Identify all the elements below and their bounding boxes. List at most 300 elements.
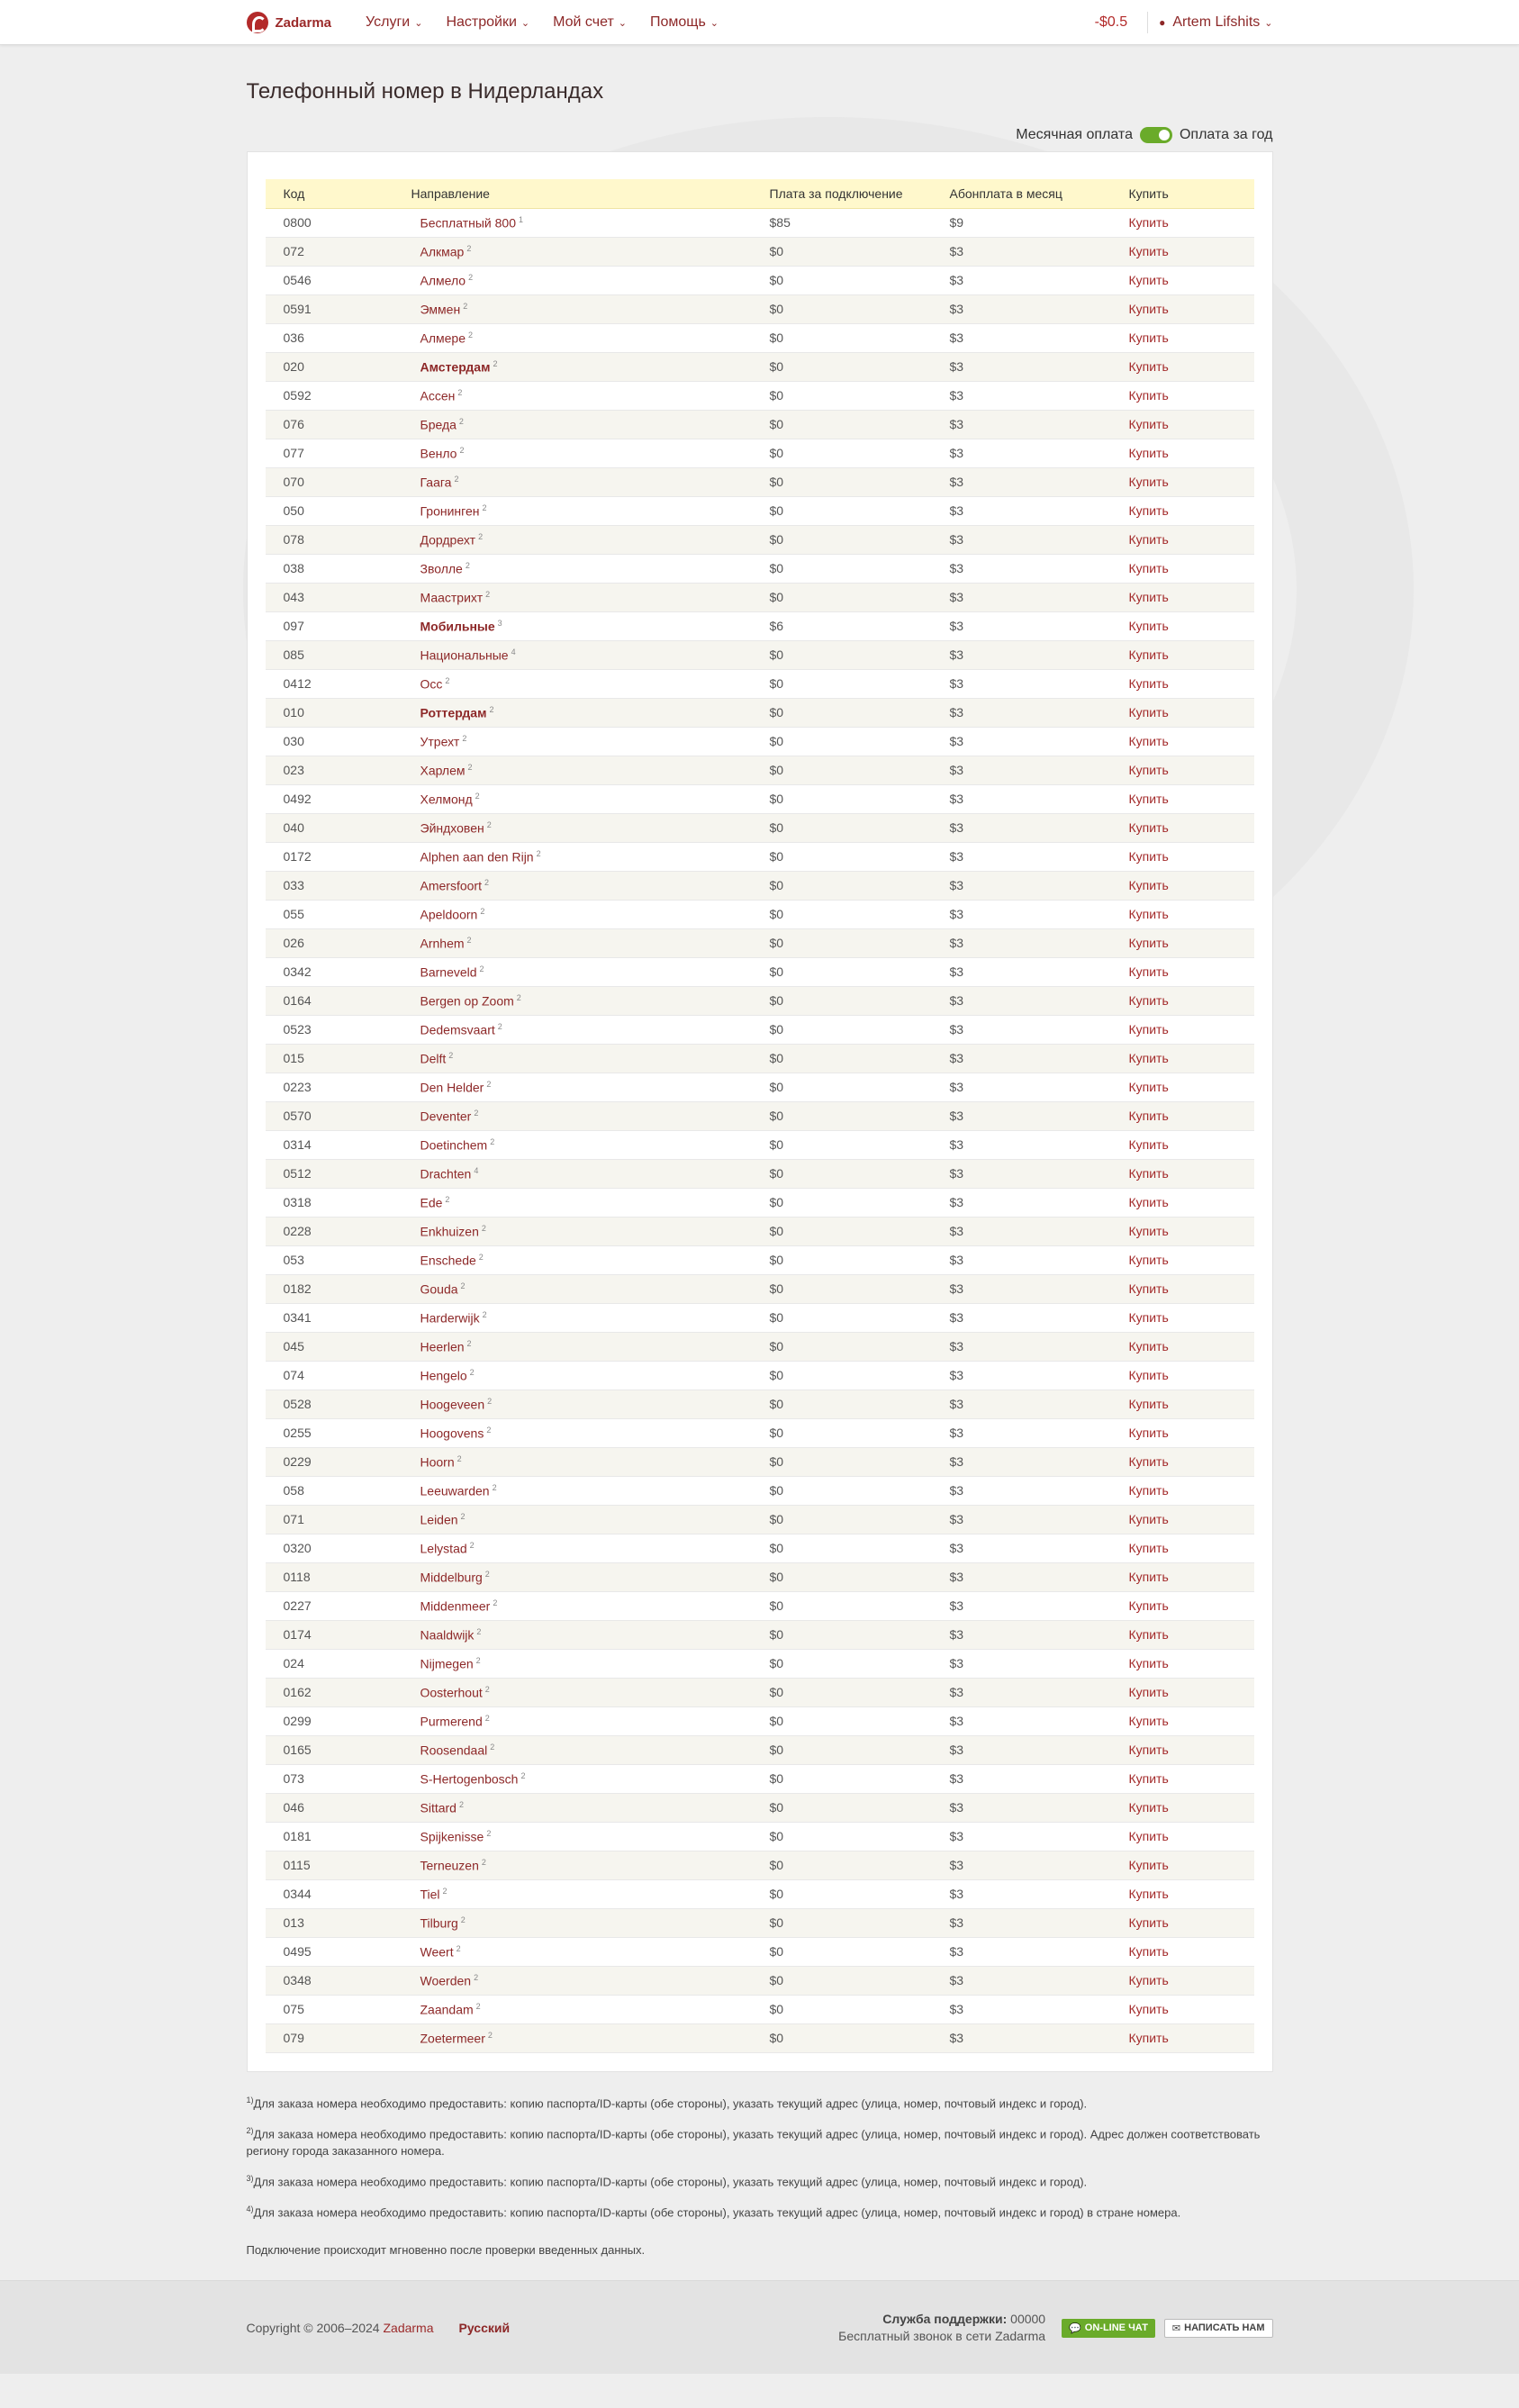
cell-monthly-fee: $3 [949,1253,964,1267]
footnote: $^{2)}$Для заказа номера необходимо предоставить: копию паспорта/ID-карты (обе стороны), указать текущий адрес (улица, номер, почтовый индекс и город). Адрес должен соответствовать региону города заказанного номера. [246,2125,1261,2159]
nav-item-help[interactable] [650,14,719,31]
cell-monthly-fee: $3 [949,1858,964,1872]
direction-link[interactable]: Харлем [420,763,466,778]
buy-link[interactable]: Купить [1128,244,1169,258]
cell-direction [402,1101,770,1130]
direction-link[interactable]: Zaandam [420,2002,474,2017]
cell-code: 030 [283,734,304,748]
buy-link[interactable]: Купить [1128,1570,1169,1584]
buy-link[interactable]: Купить [1128,964,1169,979]
buy-link[interactable]: Купить [1128,993,1169,1008]
cell-buy [1129,266,1254,294]
cell-setup-fee: $0 [769,763,784,777]
direction-link[interactable]: Barneveld [420,964,477,980]
cell-setup-fee: $0 [769,936,784,950]
footnote-ref: 2 [484,1684,490,1694]
table-row [266,1159,1254,1188]
direction-link[interactable]: Маастрихт [420,590,484,605]
direction-link[interactable]: Oosterhout [420,1685,483,1700]
buy-link[interactable]: Купить [1128,590,1169,604]
buy-link[interactable]: Купить [1128,820,1169,835]
cell-monthly-fee: $3 [949,590,964,604]
footnote-ref: 2 [490,1136,495,1146]
direction-link[interactable]: Эйндховен [420,820,484,836]
footnote-ref: 2 [478,1252,484,1262]
cell-setup-fee: $0 [769,907,784,921]
cell-setup-fee: $0 [769,503,784,518]
write-us-button[interactable]: ✉ НАПИСАТЬ НАМ [1164,2319,1273,2338]
cell-code: 0318 [283,1195,312,1209]
cell-monthly-fee: $3 [949,1656,964,1670]
cell-buy [1129,1706,1254,1735]
cell-setup-fee: $0 [769,417,784,431]
cell-code: 0228 [283,1224,312,1238]
cell-setup-fee: $0 [769,993,784,1008]
table-row [266,871,1254,900]
cell-buy [1129,1620,1254,1649]
cell-code: 010 [283,705,304,720]
cell-code: 0320 [283,1541,312,1555]
buy-link[interactable]: Купить [1128,1426,1169,1440]
direction-link[interactable]: Hoogovens [420,1426,484,1441]
buy-link[interactable]: Купить [1128,561,1169,575]
buy-link[interactable]: Купить [1128,878,1169,892]
table-row [266,583,1254,611]
cell-direction [402,1591,770,1620]
direction-link[interactable]: Nijmegen [420,1656,474,1671]
cell-direction [402,1303,770,1332]
cell-buy [1129,1879,1254,1908]
cell-setup-fee: $0 [769,1915,784,1930]
direction-link[interactable]: Осс [420,676,443,692]
direction-link[interactable]: Purmerend [420,1714,483,1729]
cell-buy [1129,1159,1254,1188]
buy-link[interactable]: Купить [1128,1454,1169,1469]
buy-link[interactable]: Купить [1128,1253,1169,1267]
buy-link[interactable]: Купить [1128,302,1169,316]
buy-link[interactable]: Купить [1128,619,1169,633]
direction-link[interactable]: Enkhuizen [420,1224,479,1239]
direction-link[interactable]: Spijkenisse [420,1829,484,1844]
buy-link[interactable]: Купить [1128,763,1169,777]
cell-buy [1129,1735,1254,1764]
copyright: Copyright © 2006–2024 Zadarma [246,2321,434,2335]
cell-direction [402,1678,770,1706]
footnote-ref: 2 [474,1972,479,1982]
cell-code: 026 [283,936,304,950]
direction-link[interactable]: Gouda [420,1281,458,1297]
direction-link[interactable]: Hoorn [420,1454,455,1470]
buy-link[interactable]: Купить [1128,1714,1169,1728]
direction-link[interactable]: Алмело [420,273,466,288]
cell-code: 0546 [283,273,312,287]
cell-direction [402,1073,770,1101]
buy-link[interactable]: Купить [1128,1541,1169,1555]
buy-link[interactable]: Купить [1128,1224,1169,1238]
direction-link[interactable]: Гронинген [420,503,480,519]
buy-link[interactable]: Купить [1128,446,1169,460]
cell-buy [1129,1995,1254,2023]
direction-link[interactable]: Alphen aan den Rijn [420,849,534,865]
buy-link[interactable]: Купить [1128,1109,1169,1123]
nav-item-label: Услуги [366,14,411,30]
table-body [266,208,1254,2052]
cell-code: 024 [283,1656,304,1670]
buy-link[interactable]: Купить [1128,388,1169,403]
buy-link[interactable]: Купить [1128,330,1169,345]
cell-code: 0800 [283,215,312,230]
cell-buy [1129,1274,1254,1303]
buy-link[interactable]: Купить [1128,532,1169,547]
cell-direction [402,1044,770,1073]
direction-link[interactable]: Бреда [420,417,457,432]
buy-link[interactable]: Купить [1128,1368,1169,1382]
cell-direction [402,1937,770,1966]
cell-code: 0591 [283,302,312,316]
direction-link[interactable]: Ассен [420,388,456,403]
table-row [266,467,1254,496]
chevron-down-icon: ⌄ [710,17,719,29]
buy-link[interactable]: Купить [1128,1512,1169,1526]
table-row [266,1418,1254,1447]
direction-link[interactable]: Naaldwijk [420,1627,475,1643]
buy-link[interactable]: Купить [1128,936,1169,950]
direction-link[interactable]: Heerlen [420,1339,465,1354]
footnote-ref: 2 [458,1799,464,1809]
table-row [266,1534,1254,1562]
cell-direction [402,1649,770,1678]
language-selector[interactable]: Русский [458,2321,511,2335]
direction-link[interactable]: Амстердам [420,359,491,375]
buy-link[interactable]: Купить [1128,1685,1169,1699]
cell-setup-fee: $0 [769,1541,784,1555]
cell-buy [1129,1390,1254,1418]
buy-link[interactable]: Купить [1128,647,1169,662]
cell-code: 0495 [283,1944,312,1959]
buy-link[interactable]: Купить [1128,1656,1169,1670]
buy-link[interactable]: Купить [1128,1051,1169,1065]
cell-buy [1129,1793,1254,1822]
footnote-ref: 2 [460,1281,466,1290]
cell-code: 015 [283,1051,304,1065]
buy-link[interactable]: Купить [1128,1858,1169,1872]
logo-text: Zadarma [275,14,332,31]
cell-code: 070 [283,475,304,489]
direction-link[interactable]: Bergen op Zoom [420,993,514,1009]
table-row [266,1274,1254,1303]
footnote-ref: 2 [493,358,498,368]
direction-link[interactable]: Drachten [420,1166,472,1181]
buy-link[interactable]: Купить [1128,2002,1169,2016]
buy-link[interactable]: Купить [1128,1743,1169,1757]
support-free-call: Бесплатный звонок в сети Zadarma [838,2329,1046,2343]
cell-monthly-fee: $3 [949,417,964,431]
cell-setup-fee: $0 [769,532,784,547]
footnote-ref: 2 [482,502,487,512]
cell-buy [1129,784,1254,813]
buy-link[interactable]: Купить [1128,1829,1169,1843]
direction-link[interactable]: Хелмонд [420,792,473,807]
cell-code: 071 [283,1512,304,1526]
table-row [266,1130,1254,1159]
buy-link[interactable]: Купить [1128,1339,1169,1353]
direction-link[interactable]: Zoetermeer [420,2031,485,2046]
cell-monthly-fee: $3 [949,561,964,575]
nav-item-settings[interactable] [446,14,529,31]
footnote-ref: 2 [442,1886,448,1896]
cell-buy [1129,1418,1254,1447]
buy-link[interactable]: Купить [1128,849,1169,864]
table-row [266,842,1254,871]
footnote-ref: 2 [482,1309,487,1319]
direction-link[interactable]: Dedemsvaart [420,1022,495,1037]
direction-link[interactable]: Бесплатный 800 [420,215,516,231]
direction-link[interactable]: Leiden [420,1512,458,1527]
cell-code: 033 [283,878,304,892]
direction-link[interactable]: Harderwijk [420,1310,480,1326]
cell-code: 0229 [283,1454,312,1469]
buy-link[interactable]: Купить [1128,1310,1169,1325]
direction-link[interactable]: Алкмар [420,244,465,259]
footnote-ref: 2 [475,1655,481,1665]
table-row [266,957,1254,986]
direction-link[interactable]: Утрехт [420,734,460,749]
cell-setup-fee: $0 [769,1771,784,1786]
cell-buy [1129,525,1254,554]
footnote-ref: 2 [490,1742,495,1752]
cell-buy [1129,1015,1254,1044]
cell-monthly-fee: $3 [949,330,964,345]
cell-monthly-fee: $3 [949,1570,964,1584]
direction-link[interactable]: Leeuwarden [420,1483,490,1498]
cell-setup-fee: $0 [769,792,784,806]
footnote-ref: 2 [466,243,472,253]
direction-link[interactable]: Мобильные [420,619,495,634]
cell-setup-fee: $0 [769,1858,784,1872]
buy-link[interactable]: Купить [1128,734,1169,748]
cell-monthly-fee: $3 [949,273,964,287]
direction-link[interactable]: S-Hertogenbosch [420,1771,519,1787]
online-chat-button[interactable]: 💬 ON-LINE ЧАТ [1062,2319,1155,2338]
buy-link[interactable]: Купить [1128,1800,1169,1815]
cell-monthly-fee: $3 [949,1368,964,1382]
buy-link[interactable]: Купить [1128,1973,1169,1987]
footnote-ref: 2 [479,964,484,973]
cell-monthly-fee: $3 [949,1598,964,1613]
direction-link[interactable]: Doetinchem [420,1137,488,1153]
direction-link[interactable]: Deventer [420,1109,472,1124]
cell-code: 075 [283,2002,304,2016]
buy-link[interactable]: Купить [1128,359,1169,374]
direction-link[interactable]: Den Helder [420,1080,484,1095]
buy-link[interactable]: Купить [1128,1915,1169,1930]
toggle-label-monthly[interactable]: Месячная оплата [1016,127,1133,142]
direction-link[interactable]: Amersfoort [420,878,482,893]
buy-link[interactable]: Купить [1128,1483,1169,1498]
buy-link[interactable]: Купить [1128,1080,1169,1094]
direction-link[interactable]: Гаага [420,475,452,490]
buy-link[interactable]: Купить [1128,475,1169,489]
footnote-ref: 2 [476,1626,482,1636]
cell-code: 0223 [283,1080,312,1094]
cell-setup-fee: $0 [769,2031,784,2045]
user-name: Artem Lifshits [1172,14,1261,30]
cell-monthly-fee: $3 [949,1512,964,1526]
toggle-label-yearly[interactable]: Оплата за год [1179,127,1273,142]
buy-link[interactable]: Купить [1128,1887,1169,1901]
direction-link[interactable]: Middenmeer [420,1598,491,1614]
direction-link[interactable]: Tilburg [420,1915,458,1931]
footnote-ref: 2 [493,1598,498,1607]
table-row [266,1649,1254,1678]
footer-brand-link[interactable]: Zadarma [383,2321,434,2335]
buy-link[interactable]: Купить [1128,215,1169,230]
cell-direction [402,1418,770,1447]
cell-monthly-fee: $3 [949,1743,964,1757]
cell-buy [1129,381,1254,410]
buy-link[interactable]: Купить [1128,1771,1169,1786]
table-row [266,1620,1254,1649]
buy-link[interactable]: Купить [1128,1944,1169,1959]
cell-monthly-fee: $3 [949,475,964,489]
cell-buy [1129,986,1254,1015]
account-balance[interactable]: -$0.5 [1094,14,1128,30]
cell-monthly-fee: $3 [949,1887,964,1901]
cell-direction [402,698,770,727]
cell-setup-fee: $0 [769,561,784,575]
table-row [266,1505,1254,1534]
table-row [266,1764,1254,1793]
buy-link[interactable]: Купить [1128,907,1169,921]
buy-link[interactable]: Купить [1128,792,1169,806]
chat-icon: 💬 [1069,2322,1081,2334]
direction-link[interactable]: Ede [420,1195,443,1210]
cell-buy [1129,352,1254,381]
direction-link[interactable]: Middelburg [420,1570,483,1585]
cell-setup-fee: $0 [769,1224,784,1238]
buy-link[interactable]: Купить [1128,503,1169,518]
cell-buy [1129,237,1254,266]
nav-item-services[interactable] [366,14,422,31]
buy-link[interactable]: Купить [1128,1137,1169,1152]
direction-link[interactable]: Roosendaal [420,1743,488,1758]
direction-link[interactable]: Terneuzen [420,1858,479,1873]
buy-link[interactable]: Купить [1128,1397,1169,1411]
cell-direction [402,381,770,410]
cell-monthly-fee: $3 [949,792,964,806]
direction-link[interactable]: Lelystad [420,1541,467,1556]
cell-direction [402,208,770,237]
direction-link[interactable]: Эммен [420,302,461,317]
cell-monthly-fee: $3 [949,1454,964,1469]
table-row [266,1476,1254,1505]
cell-direction [402,1562,770,1591]
buy-link[interactable]: Купить [1128,1627,1169,1642]
table-row [266,266,1254,294]
direction-link[interactable]: Национальные [420,647,509,663]
chevron-down-icon: ⌄ [618,17,627,29]
cell-monthly-fee: $3 [949,1137,964,1152]
table-row [266,439,1254,467]
cell-code: 0348 [283,1973,312,1987]
footnote-ref: 2 [459,445,465,455]
cell-direction [402,1793,770,1822]
direction-link[interactable]: Венло [420,446,457,461]
direction-link[interactable]: Алмере [420,330,466,346]
cell-buy [1129,1303,1254,1332]
cell-buy [1129,2023,1254,2052]
user-menu[interactable] [1159,14,1272,31]
buy-link[interactable]: Купить [1128,1598,1169,1613]
cell-buy [1129,496,1254,525]
footnote-ref: 3 [497,618,502,628]
buy-link[interactable]: Купить [1128,1022,1169,1037]
cell-setup-fee: $0 [769,244,784,258]
cell-direction [402,756,770,784]
cell-code: 0523 [283,1022,312,1037]
cell-direction [402,1505,770,1534]
direction-link[interactable]: Weert [420,1944,454,1960]
direction-link[interactable]: Hengelo [420,1368,467,1383]
cell-direction [402,1908,770,1937]
nav-item-account[interactable] [553,14,627,31]
cell-setup-fee: $0 [769,1944,784,1959]
logo[interactable] [247,12,332,33]
buy-link[interactable]: Купить [1128,273,1169,287]
cell-setup-fee: $0 [769,1454,784,1469]
direction-link[interactable]: Зволле [420,561,463,576]
footnote-ref: 2 [486,1425,492,1435]
cell-code: 046 [283,1800,304,1815]
buy-link[interactable]: Купить [1128,676,1169,691]
cell-setup-fee: $6 [769,619,784,633]
buy-link[interactable]: Купить [1128,1281,1169,1296]
direction-link[interactable]: Delft [420,1051,447,1066]
cell-monthly-fee: $3 [949,1685,964,1699]
direction-link[interactable]: Дордрехт [420,532,476,548]
direction-link[interactable]: Sittard [420,1800,457,1815]
table-row [266,554,1254,583]
buy-link[interactable]: Купить [1128,2031,1169,2045]
footnote: $^{4)}$Для заказа номера необходимо предоставить: копию паспорта/ID-карты (обе стороны), указать текущий адрес (улица, номер, почтовый индекс и город) в стране номера. [246,2204,1181,2220]
cell-setup-fee: $0 [769,1512,784,1526]
direction-link[interactable]: Woerden [420,1973,472,1988]
billing-period-switch[interactable] [1140,127,1172,143]
direction-link[interactable]: Arnhem [420,936,465,951]
direction-link[interactable]: Enschede [420,1253,476,1268]
direction-link[interactable]: Apeldoorn [420,907,478,922]
footnote-ref: 2 [469,1367,475,1377]
buy-link[interactable]: Купить [1128,705,1169,720]
direction-link[interactable]: Роттердам [420,705,487,720]
cell-setup-fee: $0 [769,1397,784,1411]
cell-code: 097 [283,619,304,633]
buy-link[interactable]: Купить [1128,1166,1169,1181]
cell-buy [1129,1764,1254,1793]
cell-buy [1129,1044,1254,1073]
cell-monthly-fee: $3 [949,359,964,374]
direction-link[interactable]: Hoogeveen [420,1397,485,1412]
footnote-ref: 2 [456,1943,461,1953]
cell-direction [402,1879,770,1908]
direction-link[interactable]: Tiel [420,1887,440,1902]
buy-link[interactable]: Купить [1128,417,1169,431]
cell-buy [1129,640,1254,669]
support-number: 00000 [1010,2312,1046,2326]
cell-buy [1129,842,1254,871]
buy-link[interactable]: Купить [1128,1195,1169,1209]
table-row [266,1851,1254,1879]
